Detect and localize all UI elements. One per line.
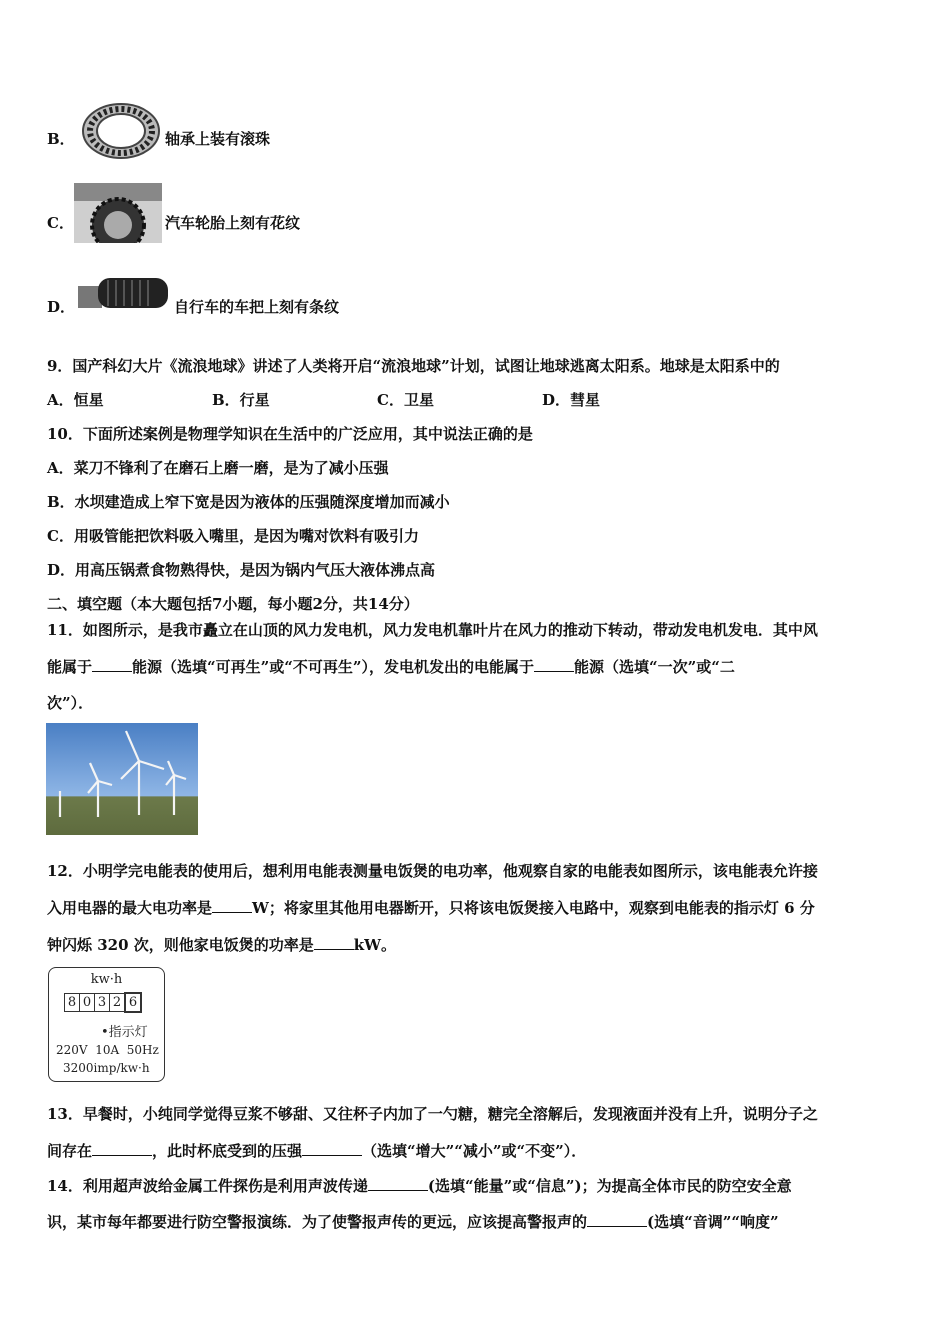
option-b-letter: B． <box>47 130 75 148</box>
car-tire-icon <box>74 183 162 243</box>
q11-line2a: 能属于 <box>47 658 93 676</box>
q11-line1: 11．如图所示，是我市矗立在山顶的风力发电机，风力发电机靠叶片在风力的推动下转动，带动发电机发电．其中风 <box>47 621 818 639</box>
ball-bearing-icon <box>80 100 162 162</box>
q13-line2a: 间存在 <box>47 1142 93 1160</box>
answer-blank <box>314 935 354 950</box>
q11-line2c: 能源（选填“一次”或“二 <box>574 658 735 676</box>
meter-digit: 3 <box>94 993 110 1012</box>
answer-blank <box>212 898 252 913</box>
q11-line2 <box>47 656 735 677</box>
option-d-letter: D． <box>47 298 76 316</box>
q13-line2c: （选填“增大”“减小”或“不变”）． <box>362 1142 587 1160</box>
q12-line1: 12．小明学完电能表的使用后，想利用电能表测量电饭煲的电功率，他观察自家的电能表如图所示，该电能表允许接 <box>47 862 818 880</box>
q9-stem: 9．国产科幻大片《流浪地球》讲述了人类将开启“流浪地球”计划，试图让地球逃离太阳系。地球是太阳系中的 <box>47 357 780 375</box>
meter-specs: 220V 10A 50Hz <box>56 1043 159 1057</box>
meter-digit: 2 <box>109 993 125 1012</box>
q13-line2 <box>47 1140 586 1161</box>
bike-handle-icon <box>78 270 170 316</box>
q10-option-d: D．用高压锅煮食物熟得快，是因为锅内气压大液体沸点高 <box>47 561 436 579</box>
meter-digit: 6 <box>124 992 142 1013</box>
option-c-letter: C． <box>47 214 74 232</box>
q12-line2a: 入用电器的最大电功率是 <box>47 899 213 917</box>
q9-option-d: D．彗星 <box>542 391 601 409</box>
wind-turbine-photo <box>46 723 198 835</box>
q14-line1 <box>47 1175 792 1196</box>
q12-line2 <box>47 897 815 918</box>
meter-digits <box>64 992 141 1013</box>
meter-digit: 8 <box>64 993 80 1012</box>
q13-line2b: ，此时杯底受到的压强 <box>152 1142 303 1160</box>
answer-blank <box>92 1141 152 1156</box>
answer-blank <box>302 1141 362 1156</box>
q13-line1: 13．早餐时，小纯同学觉得豆浆不够甜、又往杯子内加了一勺糖，糖完全溶解后，发现液面并没有上升，说明分子之 <box>47 1105 818 1123</box>
q9-option-a: A．恒星 <box>47 391 104 409</box>
q10-option-b: B．水坝建造成上窄下宽是因为液体的压强随深度增加而减小 <box>47 493 450 511</box>
q14-line1a: 14．利用超声波给金属工件探伤是利用声波传递 <box>47 1177 368 1195</box>
q12-line2b: W；将家里其他用电器断开，只将该电饭煲接入电路中，观察到电能表的指示灯 6 分 <box>252 899 815 917</box>
option-d-text: 自行车的车把上刻有条纹 <box>174 298 340 316</box>
q14-line2a: 识，某市每年都要进行防空警报演练．为了使警报声传的更远，应该提高警报声的 <box>47 1213 588 1231</box>
option-b-text: 轴承上装有滚珠 <box>165 130 271 148</box>
answer-blank <box>587 1212 647 1227</box>
q14-line1b: (选填“能量”或“信息”)；为提高全体市民的防空安全意 <box>427 1177 792 1195</box>
q14-line2b: (选填“音调”“响度” <box>647 1213 779 1231</box>
q9-option-b: B．行星 <box>212 391 270 409</box>
meter-indicator-label: •指示灯 <box>101 1025 148 1040</box>
q12-line3a: 钟闪烁 320 次，则他家电饭煲的功率是 <box>47 936 314 954</box>
option-c-text: 汽车轮胎上刻有花纹 <box>165 214 301 232</box>
meter-digit: 0 <box>79 993 95 1012</box>
q11-line2b: 能源（选填“可再生”或“不可再生”），发电机发出的电能属于 <box>132 658 535 676</box>
answer-blank <box>92 657 132 672</box>
q10-option-c: C．用吸管能把饮料吸入嘴里，是因为嘴对饮料有吸引力 <box>47 527 419 545</box>
q10-option-a: A．菜刀不锋利了在磨石上磨一磨，是为了减小压强 <box>47 459 389 477</box>
section-heading: 二、填空题（本大题包括7小题，每小题2分，共14分） <box>47 595 419 613</box>
meter-unit: kw·h <box>90 972 123 987</box>
meter-constant: 3200imp/kw·h <box>63 1061 150 1075</box>
q11-line3: 次”）． <box>47 694 94 712</box>
electric-meter-figure <box>48 967 165 1082</box>
answer-blank <box>534 657 574 672</box>
q10-stem: 10．下面所述案例是物理学知识在生活中的广泛应用，其中说法正确的是 <box>47 425 533 443</box>
q9-option-c: C．卫星 <box>377 391 434 409</box>
q14-line2 <box>47 1211 779 1232</box>
answer-blank <box>368 1176 428 1191</box>
q12-line3b: kW。 <box>353 936 397 954</box>
q12-line3 <box>47 934 396 955</box>
